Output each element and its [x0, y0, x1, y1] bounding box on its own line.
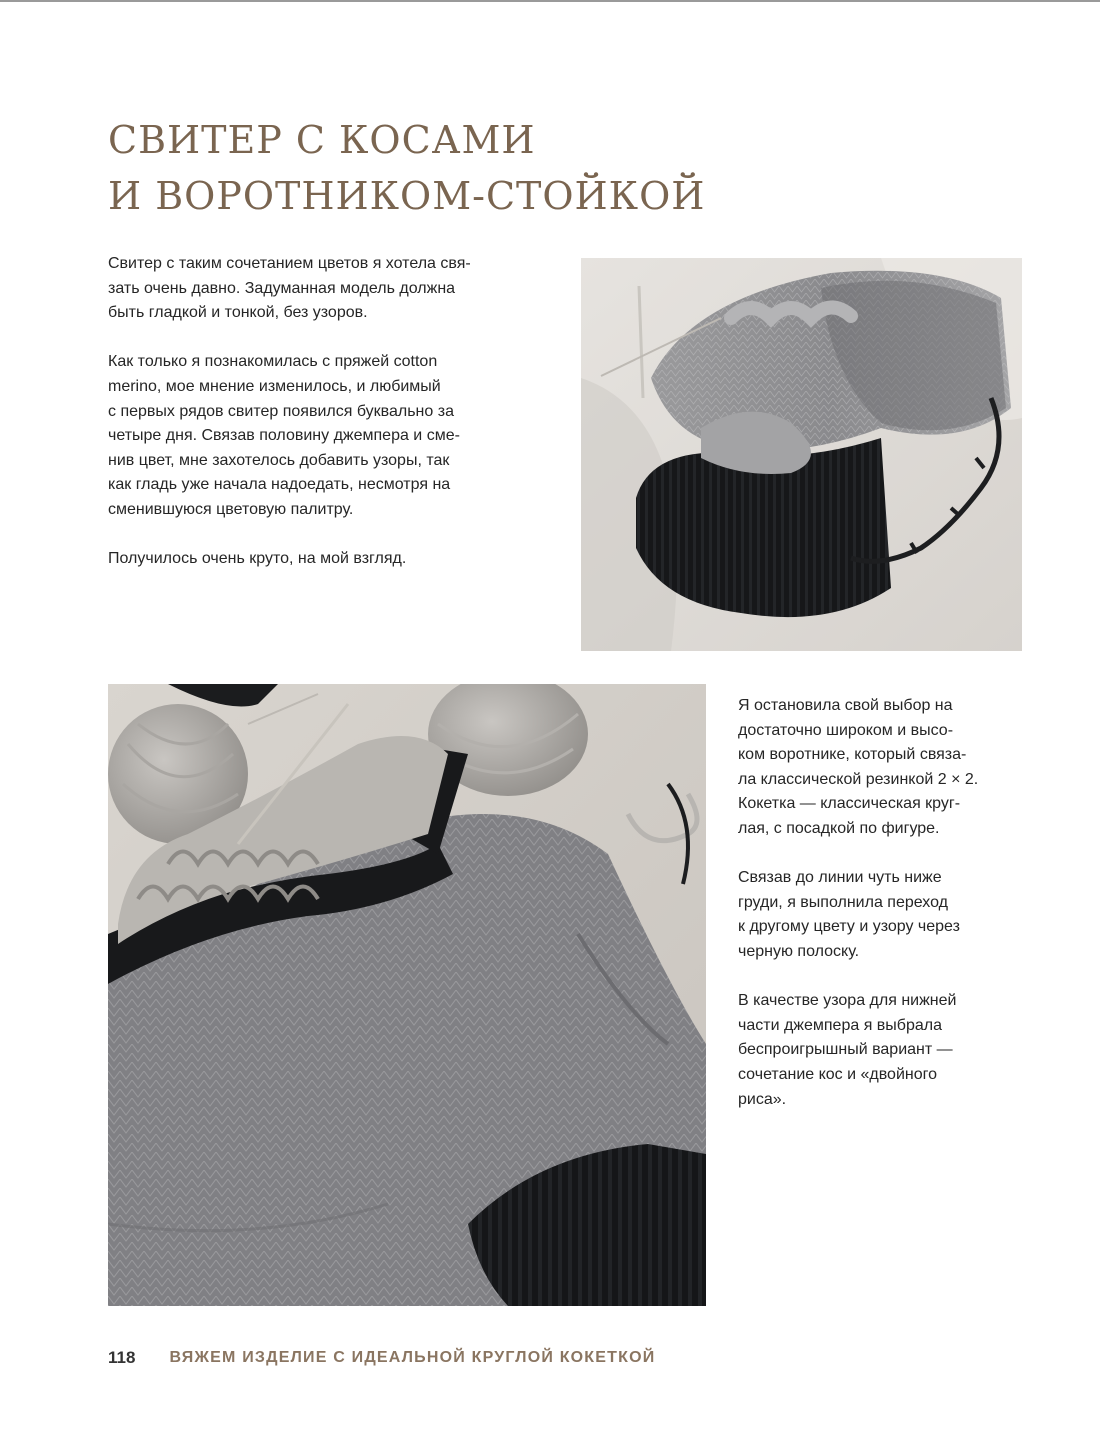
intro-paragraph-3: Получилось очень круто, на мой взгляд.: [108, 550, 407, 568]
intro-paragraph-1: Свитер с таким сочетанием цветов я хотела свя- зать очень давно. Задуманная модель должна быть гладкой и тонкой, без узоров.: [108, 255, 471, 322]
side-paragraph-2: Связав до линии чуть ниже груди, я выполнила переход к другому цвету и узору через черную полоску.: [738, 869, 960, 960]
photo-sweater-with-yarn: [108, 684, 706, 1306]
photo-sweater-in-progress: [581, 258, 1022, 651]
side-paragraph-3: В качестве узора для нижней части джемпера я выбрала беспроигрышный вариант — сочетание кос и «двойного риса».: [738, 992, 957, 1108]
side-paragraph-1: Я остановила свой выбор на достаточно широком и высо- ком воротнике, который связа- ла классической резинкой 2 × 2. Кокетка — классическая круг- лая, с посадкой по фигуре.: [738, 697, 979, 837]
page-title: [108, 112, 1008, 224]
top-rule: [0, 0, 1100, 2]
intro-paragraph-2: Как только я познакомилась с пряжей cotton merino, мое мнение изменилось, и любимый с первых рядов свитер появился буквально за четыре дня. Связав половину джемпера и сме- нив цвет, мне захотелось добавить узоры, так как гладь уже начала надоедать, несмотря на сменившуюся цветовую палитру.: [108, 353, 460, 518]
page-footer: [108, 1346, 655, 1370]
page-number: 118: [108, 1348, 136, 1367]
title-line-2: И ВОРОТНИКОМ-СТОЙКОЙ: [108, 174, 706, 218]
running-head: ВЯЖЕМ ИЗДЕЛИЕ С ИДЕАЛЬНОЙ КРУГЛОЙ КОКЕТКОЙ: [169, 1349, 656, 1366]
title-line-1: СВИТЕР С КОСАМИ: [108, 118, 536, 162]
side-text: [738, 694, 1038, 1137]
intro-text: [108, 252, 553, 596]
